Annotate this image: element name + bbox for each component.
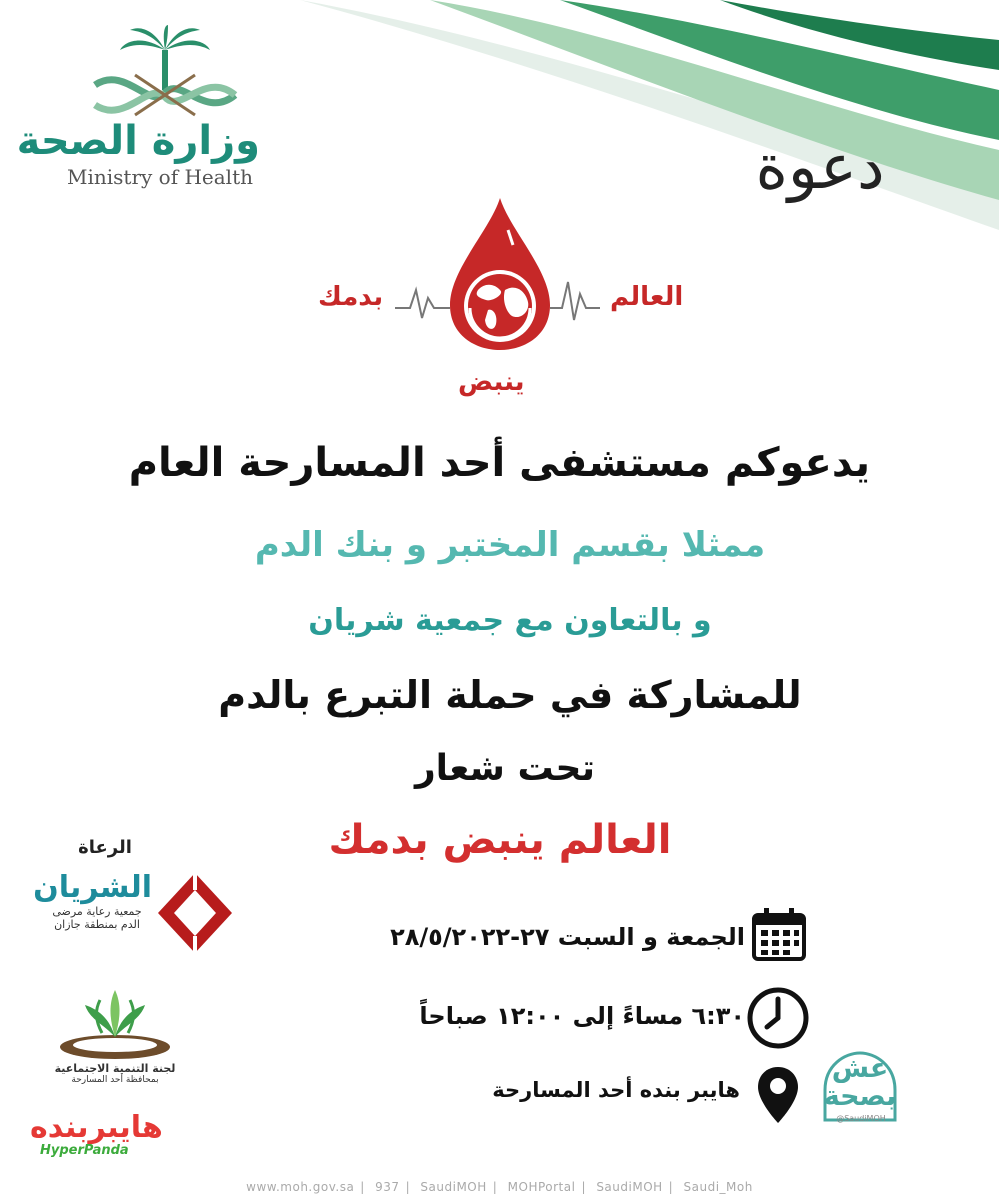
blood-drop-globe-icon: [320, 190, 680, 360]
shiryan-subtitle-1: جمعية رعاية مرضى: [52, 905, 142, 918]
ministry-name-english: Ministry of Health: [67, 165, 253, 189]
invitation-line-campaign: للمشاركة في حملة التبرع بالدم: [218, 673, 802, 717]
healthy-living-text: عش بصحة: [823, 1053, 897, 1112]
hyperpanda-name-english: HyperPanda: [40, 1143, 129, 1158]
campaign-word-left: بدمك: [318, 282, 384, 312]
shiryan-logo: [33, 870, 152, 931]
event-time: ٦:٣٠ مساءً إلى ١٢:٠٠ صباحاً: [419, 1002, 745, 1030]
social-committee-caption-1: لجنة التنمية الاجتماعية: [54, 1062, 176, 1075]
social-committee-caption: [45, 1062, 185, 1085]
sponsors-label: الرعاة: [78, 837, 132, 858]
shiryan-emblem-icon: [150, 868, 240, 958]
event-location: هايبر بنده أحد المسارحة: [492, 1078, 740, 1102]
social-committee-caption-2: بمحافظة أحد المسارحة: [71, 1075, 159, 1085]
footer-snapchat[interactable]: Saudi_Moh: [683, 1180, 753, 1194]
footer-contacts: www.moh.gov.sa | 937 | SaudiMOH | MOHPortal | SaudiMOH | Saudi_Moh: [246, 1180, 753, 1194]
event-date: الجمعة و السبت ٢٧-٢٨/٥/٢٠٢٢: [390, 923, 745, 951]
invitation-line-cooperation: و بالتعاون مع جمعية شريان: [308, 603, 712, 638]
footer-portal[interactable]: MOHPortal: [507, 1180, 576, 1194]
social-committee-logo-icon: [50, 975, 180, 1065]
calendar-icon: [750, 905, 808, 963]
footer-twitter[interactable]: SaudiMOH: [420, 1180, 487, 1194]
shiryan-subtitle-2: الدم بمنطقة جازان: [54, 918, 140, 931]
healthy-living-handle: @SaudiMOH: [836, 1114, 886, 1123]
ministry-name-arabic: وزارة الصحة: [16, 118, 260, 164]
invitation-calligraphy: دعوة: [755, 130, 885, 203]
campaign-word-bottom: ينبض: [458, 367, 525, 397]
footer-website[interactable]: www.moh.gov.sa: [246, 1180, 355, 1194]
invitation-line-department: ممثلا بقسم المختبر و بنك الدم: [254, 525, 766, 565]
map-pin-icon: [755, 1065, 801, 1127]
footer-facebook[interactable]: SaudiMOH: [596, 1180, 663, 1194]
invitation-line-hospital: يدعوكم مستشفى أحد المسارحة العام: [128, 440, 870, 486]
campaign-word-right: العالم: [610, 282, 684, 312]
invitation-line-motto-intro: تحت شعار: [414, 748, 596, 789]
footer-phone[interactable]: 937: [375, 1180, 400, 1194]
campaign-slogan: العالم ينبض بدمك: [328, 817, 672, 863]
hyperpanda-name-arabic: هايبربنده: [30, 1110, 163, 1145]
shiryan-name: الشريان: [33, 870, 152, 905]
clock-icon: [745, 985, 811, 1051]
